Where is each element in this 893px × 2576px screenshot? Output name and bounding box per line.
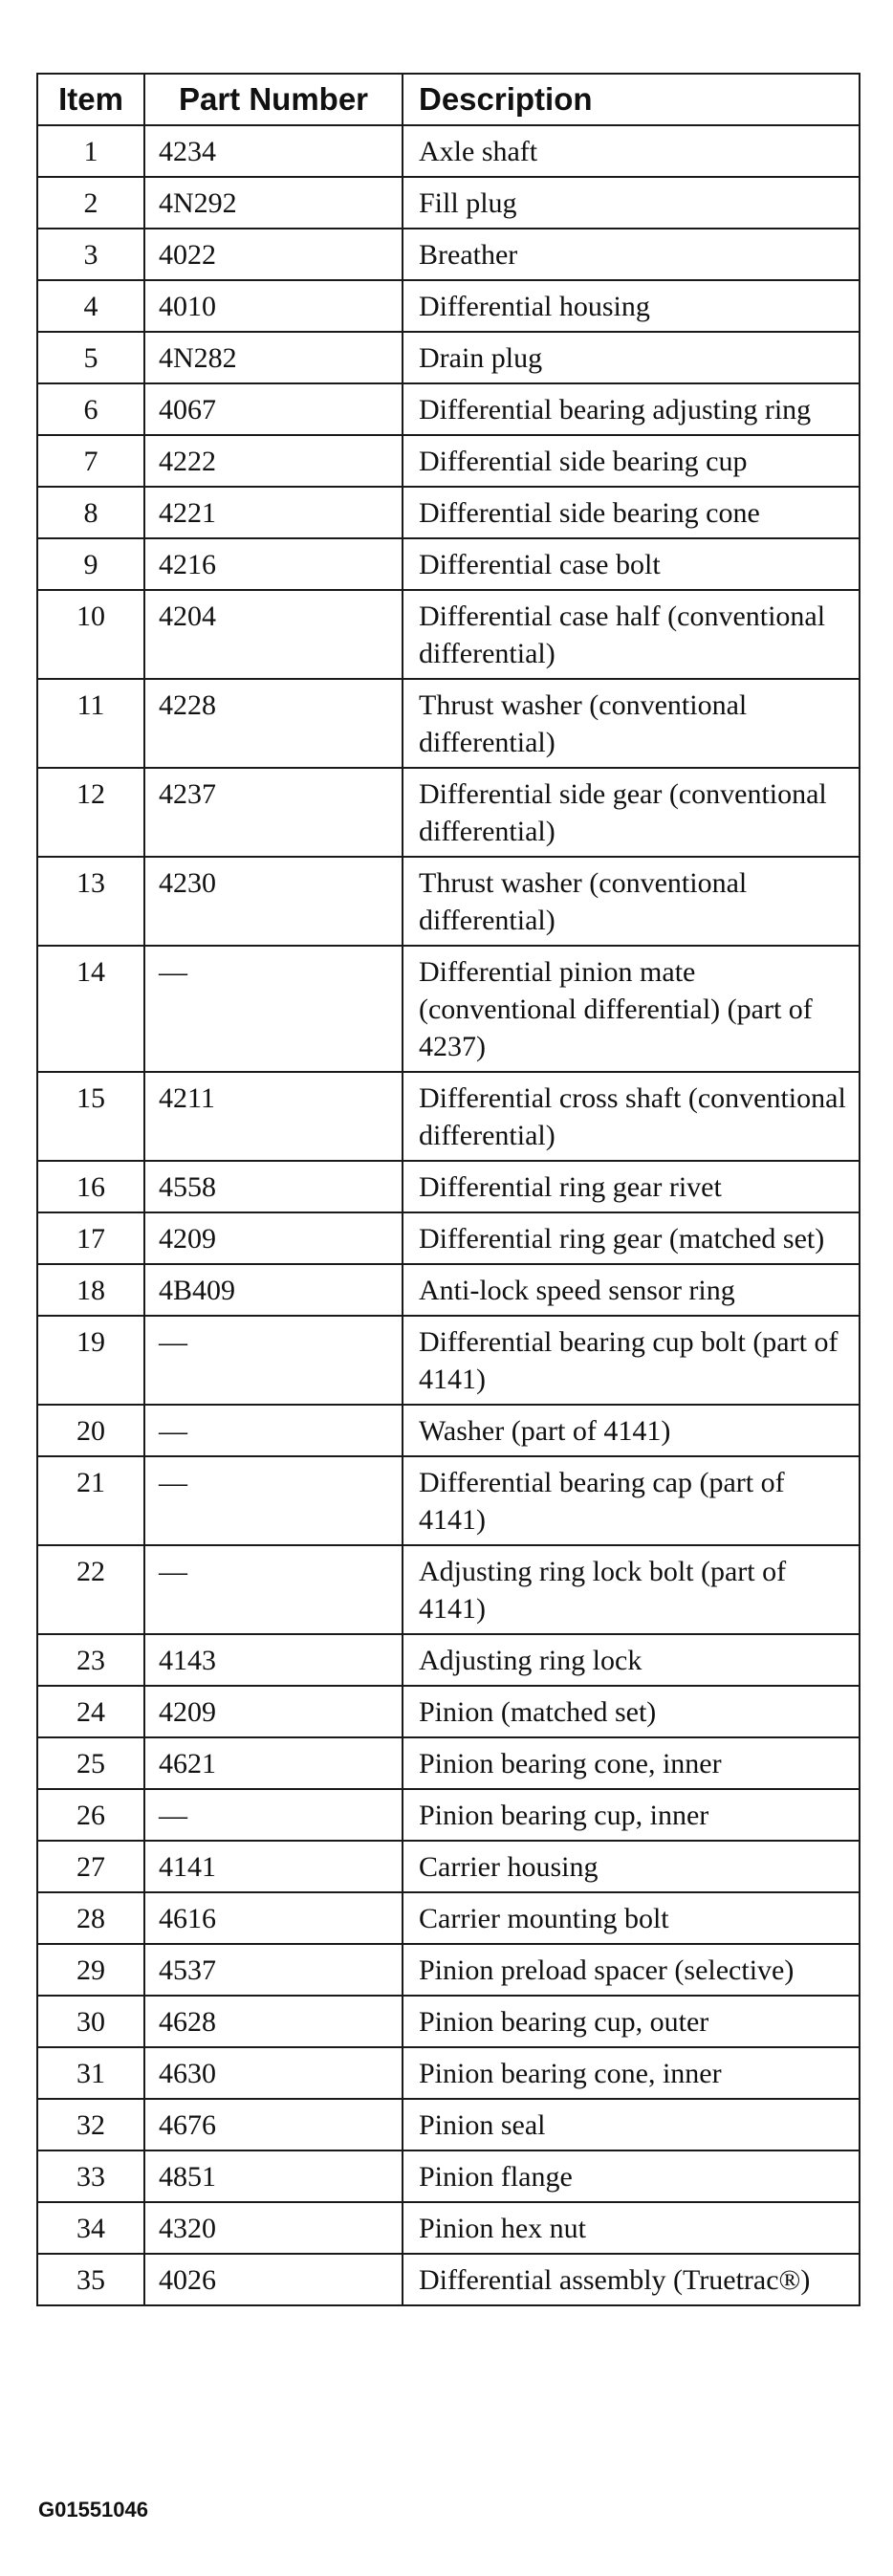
cell-item-number: 5 — [37, 332, 144, 383]
cell-description: Pinion preload spacer (selective) — [403, 1944, 860, 1996]
table-row — [37, 2099, 860, 2150]
cell-description: Pinion seal — [403, 2099, 860, 2150]
cell-part-number: 4628 — [144, 1996, 403, 2047]
table-row — [37, 1944, 860, 1996]
cell-item-number: 23 — [37, 1634, 144, 1686]
cell-item-number: 12 — [37, 768, 144, 857]
column-header-part-number: Part Number — [144, 74, 403, 125]
cell-description: Differential ring gear rivet — [403, 1161, 860, 1212]
cell-description: Pinion bearing cone, inner — [403, 2047, 860, 2099]
cell-item-number: 10 — [37, 590, 144, 679]
cell-part-number: 4630 — [144, 2047, 403, 2099]
cell-item-number: 14 — [37, 946, 144, 1072]
cell-item-number: 33 — [37, 2150, 144, 2202]
table-row — [37, 1212, 860, 1264]
cell-part-number: 4558 — [144, 1161, 403, 1212]
cell-description: Differential side gear (conventional differential) — [403, 768, 860, 857]
table-row — [37, 487, 860, 538]
cell-part-number: 4621 — [144, 1737, 403, 1789]
table-row — [37, 1996, 860, 2047]
cell-description: Drain plug — [403, 332, 860, 383]
cell-description: Pinion bearing cone, inner — [403, 1737, 860, 1789]
table-row — [37, 229, 860, 280]
cell-item-number: 11 — [37, 679, 144, 768]
cell-description: Carrier housing — [403, 1841, 860, 1892]
cell-item-number: 21 — [37, 1456, 144, 1545]
table-row — [37, 679, 860, 768]
cell-part-number: 4141 — [144, 1841, 403, 1892]
cell-item-number: 8 — [37, 487, 144, 538]
cell-item-number: 13 — [37, 857, 144, 946]
cell-item-number: 34 — [37, 2202, 144, 2254]
cell-item-number: 6 — [37, 383, 144, 435]
cell-description: Pinion hex nut — [403, 2202, 860, 2254]
cell-item-number: 1 — [37, 125, 144, 177]
cell-description: Differential side bearing cone — [403, 487, 860, 538]
cell-description: Differential assembly (Truetrac®) — [403, 2254, 860, 2305]
cell-part-number: — — [144, 1545, 403, 1634]
cell-description: Anti-lock speed sensor ring — [403, 1264, 860, 1316]
cell-description: Differential side bearing cup — [403, 435, 860, 487]
cell-description: Differential ring gear (matched set) — [403, 1212, 860, 1264]
cell-description: Fill plug — [403, 177, 860, 229]
cell-part-number: 4209 — [144, 1686, 403, 1737]
cell-description: Pinion (matched set) — [403, 1686, 860, 1737]
table-row — [37, 125, 860, 177]
cell-part-number: 4010 — [144, 280, 403, 332]
cell-part-number: 4320 — [144, 2202, 403, 2254]
cell-part-number: 4N282 — [144, 332, 403, 383]
table-row — [37, 2202, 860, 2254]
cell-item-number: 22 — [37, 1545, 144, 1634]
cell-item-number: 7 — [37, 435, 144, 487]
cell-part-number: 4228 — [144, 679, 403, 768]
cell-part-number: — — [144, 1456, 403, 1545]
table-row — [37, 1789, 860, 1841]
table-row — [37, 1405, 860, 1456]
cell-part-number: 4209 — [144, 1212, 403, 1264]
cell-part-number: 4211 — [144, 1072, 403, 1161]
table-row — [37, 177, 860, 229]
cell-item-number: 15 — [37, 1072, 144, 1161]
cell-item-number: 2 — [37, 177, 144, 229]
table-row — [37, 1161, 860, 1212]
cell-part-number: 4537 — [144, 1944, 403, 1996]
table-row — [37, 1545, 860, 1634]
table-row — [37, 1892, 860, 1944]
cell-item-number: 9 — [37, 538, 144, 590]
cell-part-number: — — [144, 1405, 403, 1456]
cell-part-number: 4237 — [144, 768, 403, 857]
figure-id: G01551046 — [38, 2498, 148, 2521]
cell-item-number: 19 — [37, 1316, 144, 1405]
cell-item-number: 17 — [37, 1212, 144, 1264]
cell-item-number: 16 — [37, 1161, 144, 1212]
cell-part-number: 4230 — [144, 857, 403, 946]
cell-description: Thrust washer (conventional differential) — [403, 857, 860, 946]
table-row — [37, 332, 860, 383]
table-row — [37, 857, 860, 946]
cell-description: Differential cross shaft (conventional differential) — [403, 1072, 860, 1161]
cell-part-number: 4022 — [144, 229, 403, 280]
cell-part-number: 4067 — [144, 383, 403, 435]
table-row — [37, 538, 860, 590]
table-row — [37, 1316, 860, 1405]
cell-part-number: 4221 — [144, 487, 403, 538]
table-row — [37, 383, 860, 435]
table-row — [37, 768, 860, 857]
cell-description: Carrier mounting bolt — [403, 1892, 860, 1944]
table-row — [37, 1264, 860, 1316]
cell-description: Thrust washer (conventional differential) — [403, 679, 860, 768]
cell-description: Axle shaft — [403, 125, 860, 177]
cell-part-number: 4143 — [144, 1634, 403, 1686]
cell-item-number: 4 — [37, 280, 144, 332]
cell-description: Pinion bearing cup, outer — [403, 1996, 860, 2047]
cell-part-number: 4N292 — [144, 177, 403, 229]
table-row — [37, 1634, 860, 1686]
table-row — [37, 590, 860, 679]
cell-part-number: 4B409 — [144, 1264, 403, 1316]
cell-item-number: 29 — [37, 1944, 144, 1996]
cell-item-number: 32 — [37, 2099, 144, 2150]
cell-item-number: 31 — [37, 2047, 144, 2099]
table-row — [37, 946, 860, 1072]
cell-item-number: 25 — [37, 1737, 144, 1789]
cell-description: Differential housing — [403, 280, 860, 332]
cell-description: Differential bearing cap (part of 4141) — [403, 1456, 860, 1545]
header-row — [37, 74, 860, 125]
cell-item-number: 20 — [37, 1405, 144, 1456]
cell-description: Adjusting ring lock — [403, 1634, 860, 1686]
table-row — [37, 1686, 860, 1737]
table-row — [37, 435, 860, 487]
cell-part-number: 4204 — [144, 590, 403, 679]
cell-description: Adjusting ring lock bolt (part of 4141) — [403, 1545, 860, 1634]
cell-item-number: 3 — [37, 229, 144, 280]
cell-part-number: 4676 — [144, 2099, 403, 2150]
table-row — [37, 1456, 860, 1545]
cell-description: Differential bearing adjusting ring — [403, 383, 860, 435]
cell-description: Pinion bearing cup, inner — [403, 1789, 860, 1841]
cell-item-number: 27 — [37, 1841, 144, 1892]
cell-part-number: — — [144, 946, 403, 1072]
cell-description: Differential case bolt — [403, 538, 860, 590]
column-header-description: Description — [403, 74, 860, 125]
cell-description: Pinion flange — [403, 2150, 860, 2202]
cell-part-number: 4616 — [144, 1892, 403, 1944]
cell-part-number: 4851 — [144, 2150, 403, 2202]
cell-item-number: 18 — [37, 1264, 144, 1316]
cell-description: Differential case half (conventional differential) — [403, 590, 860, 679]
cell-part-number: — — [144, 1789, 403, 1841]
cell-description: Differential bearing cup bolt (part of 4141) — [403, 1316, 860, 1405]
table-row — [37, 2254, 860, 2305]
table-row — [37, 280, 860, 332]
cell-item-number: 35 — [37, 2254, 144, 2305]
cell-part-number: 4234 — [144, 125, 403, 177]
cell-part-number: 4216 — [144, 538, 403, 590]
cell-part-number: 4026 — [144, 2254, 403, 2305]
table-row — [37, 2150, 860, 2202]
table-row — [37, 1737, 860, 1789]
cell-description: Breather — [403, 229, 860, 280]
table-body — [37, 125, 860, 2305]
cell-item-number: 24 — [37, 1686, 144, 1737]
cell-item-number: 30 — [37, 1996, 144, 2047]
parts-table — [36, 73, 860, 2306]
table-row — [37, 2047, 860, 2099]
table-row — [37, 1841, 860, 1892]
column-header-item: Item — [37, 74, 144, 125]
cell-description: Washer (part of 4141) — [403, 1405, 860, 1456]
table-row — [37, 1072, 860, 1161]
cell-item-number: 26 — [37, 1789, 144, 1841]
cell-description: Differential pinion mate (conventional differential) (part of 4237) — [403, 946, 860, 1072]
cell-part-number: — — [144, 1316, 403, 1405]
cell-item-number: 28 — [37, 1892, 144, 1944]
cell-part-number: 4222 — [144, 435, 403, 487]
